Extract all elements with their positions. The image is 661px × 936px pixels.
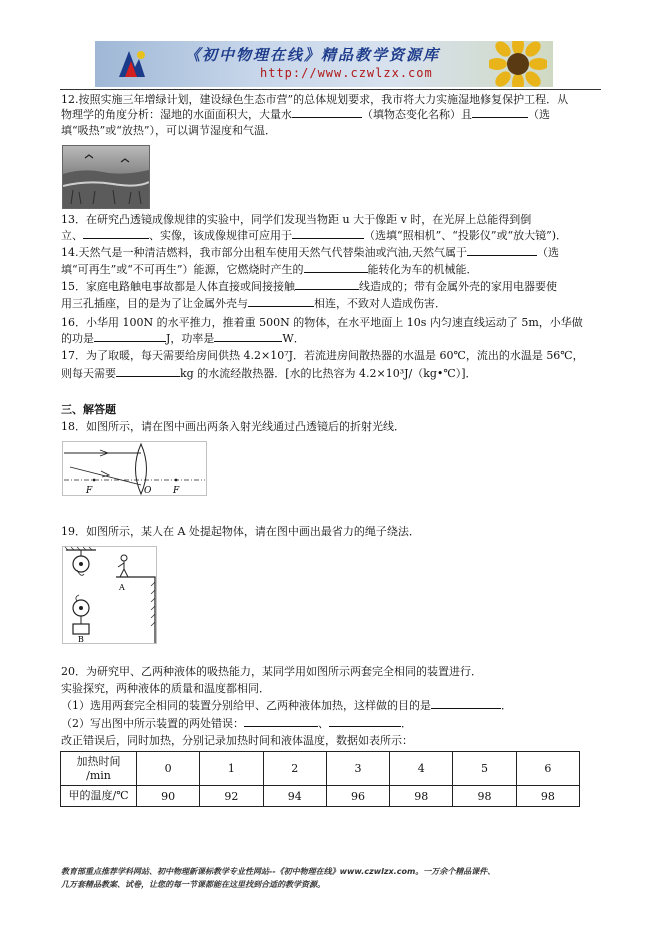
q16-line1: 16．小华用 100N 的水平推力，推着重 500N 的物体，在水平地面上 10s 内匀速直线运动了 5m，小华做 — [61, 316, 583, 329]
q13-text-c: （选填“照相机”、“投影仪”或“放大镜”)． — [364, 229, 568, 242]
q13-answer-blank-1[interactable] — [83, 228, 149, 239]
q16-text-a: 的功是 — [61, 332, 94, 345]
q20-answer-blank-3[interactable] — [329, 716, 401, 727]
focal-point-right — [175, 479, 178, 482]
q17-text-b: kg 的水流经散热器．[水的比热容为 4.2×10³J/（kg•℃）]． — [180, 367, 477, 380]
q14-answer-blank-2[interactable] — [304, 262, 368, 273]
table-header-label — [61, 752, 137, 786]
table-cell: 98 — [453, 786, 516, 807]
q14-answer-blank-1[interactable] — [467, 245, 537, 256]
q12-text-a: 物理学的角度分析：湿地的水面面积大，大量水 — [61, 108, 292, 121]
page-footer — [61, 865, 495, 891]
q12-line3: 填“吸热”或“放热”），可以调节湿度和气温． — [61, 124, 276, 137]
pulley-diagram — [62, 546, 157, 644]
q12-answer-blank-2[interactable] — [472, 107, 528, 118]
table-row — [61, 786, 580, 807]
q14-text-c: 填“可再生”或“不可再生”）能源，它燃烧时产生的 — [61, 263, 304, 276]
q15-answer-blank-2[interactable] — [248, 296, 314, 307]
q17-text-a: 则每天需要 — [61, 367, 116, 380]
q16-text-b: J，功率是 — [166, 332, 215, 345]
label-f-left: F — [86, 486, 93, 496]
table-cell: 4 — [390, 752, 453, 786]
q14-text-b: （选 — [537, 246, 559, 259]
q20-line4 — [61, 716, 412, 731]
table-row-label: 甲的温度/℃ — [61, 786, 137, 807]
q20-answer-blank-1[interactable] — [431, 698, 501, 709]
q20-line3 — [61, 698, 512, 713]
q13-line1: 13．在研究凸透镜成像规律的实验中，同学们发现当物距 u 大于像距 v 时，在光屏上总能得到倒 — [61, 213, 532, 226]
q15-text-d: 相连，不致对人造成伤害． — [314, 297, 446, 310]
q14-line2 — [61, 262, 478, 277]
table-cell: 98 — [516, 786, 579, 807]
table-cell: 3 — [326, 752, 389, 786]
section-heading: 三、解答题 — [61, 403, 116, 416]
table-cell: 90 — [137, 786, 200, 807]
site-logo-icon — [115, 47, 149, 81]
q14-text-a: 14.天然气是一种清洁燃料，我市部分出租车使用天然气代替柴油或汽油,天然气属于 — [61, 246, 467, 259]
q19-text: 19．如图所示，某人在 A 处提起物体，请在图中画出最省力的绳子绕法． — [61, 525, 420, 538]
label-b: B — [78, 635, 84, 644]
q12-answer-blank-1[interactable] — [292, 107, 362, 118]
table-cell: 94 — [263, 786, 326, 807]
table-header-row — [61, 752, 580, 786]
q15-text-c: 用三孔插座，目的是为了让金属外壳与 — [61, 297, 248, 310]
table-cell: 2 — [263, 752, 326, 786]
q12-line1: 12.按照实施三年增绿计划，建设绿色生态市营”的总体规划要求，我市将大力实施湿地修复保护工程．从 — [61, 93, 569, 106]
q13-line2 — [61, 228, 567, 243]
q13-text-b: 、实像，该成像规律可应用于 — [149, 229, 292, 242]
q16-answer-blank-1[interactable] — [94, 331, 166, 342]
convex-lens-diagram — [62, 441, 207, 496]
q20-line1: 20．为研究甲、乙两种液体的吸热能力，某同学用如图所示两套完全相同的装置进行． — [61, 665, 482, 678]
header-line-2: /min — [86, 768, 111, 782]
wetland-photo — [62, 145, 150, 209]
label-o: O — [144, 486, 152, 496]
q20-text-b: ． — [501, 699, 512, 712]
q18-text: 18．如图所示，请在图中画出两条入射光线通过凸透镜后的折射光线． — [61, 420, 405, 433]
focal-point-left — [93, 479, 96, 482]
table-cell: 5 — [453, 752, 516, 786]
q14-line1 — [61, 245, 559, 260]
q15-text-a: 15．家庭电路触电事故都是人体直接或间接接触 — [61, 280, 295, 293]
q20-line2: 实验探究，两种液体的质量和温度都相同． — [61, 682, 270, 695]
q20-text-d: 、 — [318, 717, 329, 730]
label-f-right: F — [173, 486, 180, 496]
banner-title: 《初中物理在线》精品教学资源库 — [185, 46, 441, 64]
table-cell: 1 — [200, 752, 263, 786]
q15-line2 — [61, 296, 446, 311]
label-a: A — [119, 583, 125, 592]
q16-line2 — [61, 331, 305, 346]
banner-url[interactable]: http://www.czwlzx.com — [260, 66, 433, 80]
q12-line2 — [61, 107, 550, 122]
q17-line2 — [61, 366, 477, 381]
table-cell: 92 — [200, 786, 263, 807]
table-cell: 96 — [326, 786, 389, 807]
wetland-scene-icon — [63, 146, 149, 208]
q20-text-c: （2）写出图中所示装置的两处错误： — [61, 717, 244, 730]
header-banner — [95, 41, 553, 87]
q20-answer-blank-2[interactable] — [244, 716, 318, 727]
q16-text-c: W． — [282, 332, 305, 345]
header-rule — [60, 89, 601, 90]
q15-text-b: 线造成的；带有金属外壳的家用电器要使 — [359, 280, 557, 293]
q16-answer-blank-2[interactable] — [214, 331, 282, 342]
object-b — [73, 624, 89, 634]
q20-text-e: ． — [401, 717, 412, 730]
q20-line5: 改正错误后，同时加热，分别记录加热时间和液体温度，数据如表所示： — [61, 734, 413, 747]
table-cell: 0 — [137, 752, 200, 786]
arrow-icon — [101, 471, 109, 477]
q15-line1 — [61, 279, 557, 294]
q17-answer-blank-1[interactable] — [116, 366, 180, 377]
footer-line-2: 几万套精品教案、试卷，让您的每一节课都能在这里找到合适的教学资源。 — [61, 880, 325, 889]
table-cell: 98 — [390, 786, 453, 807]
q14-text-d: 能转化为车的机械能． — [367, 263, 478, 276]
footer-line-1: 教育部重点推荐学科网站、初中物理新课标教学专业性网站--《初中物理在线》www.czwlzx.com。一万余个精品课件、 — [61, 867, 496, 876]
q15-answer-blank-1[interactable] — [295, 279, 359, 290]
table-cell: 6 — [516, 752, 579, 786]
q12-text-b: （填物态变化名称）且 — [362, 108, 472, 121]
q20-text-a: （1）选用两套完全相同的装置分别给甲、乙两种液体加热，这样做的目的是 — [61, 699, 431, 712]
data-table — [60, 751, 580, 807]
q12-text-c: （选 — [528, 108, 550, 121]
header-line-1: 加热时间 — [76, 754, 121, 768]
q13-answer-blank-2[interactable] — [292, 228, 364, 239]
person-icon — [118, 555, 128, 577]
q13-text-a: 立、 — [61, 229, 83, 242]
sunflower-icon — [489, 41, 547, 87]
q17-line1: 17．为了取暖，每天需要给房间供热 4.2×10⁷J．若流进房间散热器的水温是 60℃，流出的水温是 56℃， — [61, 349, 584, 362]
